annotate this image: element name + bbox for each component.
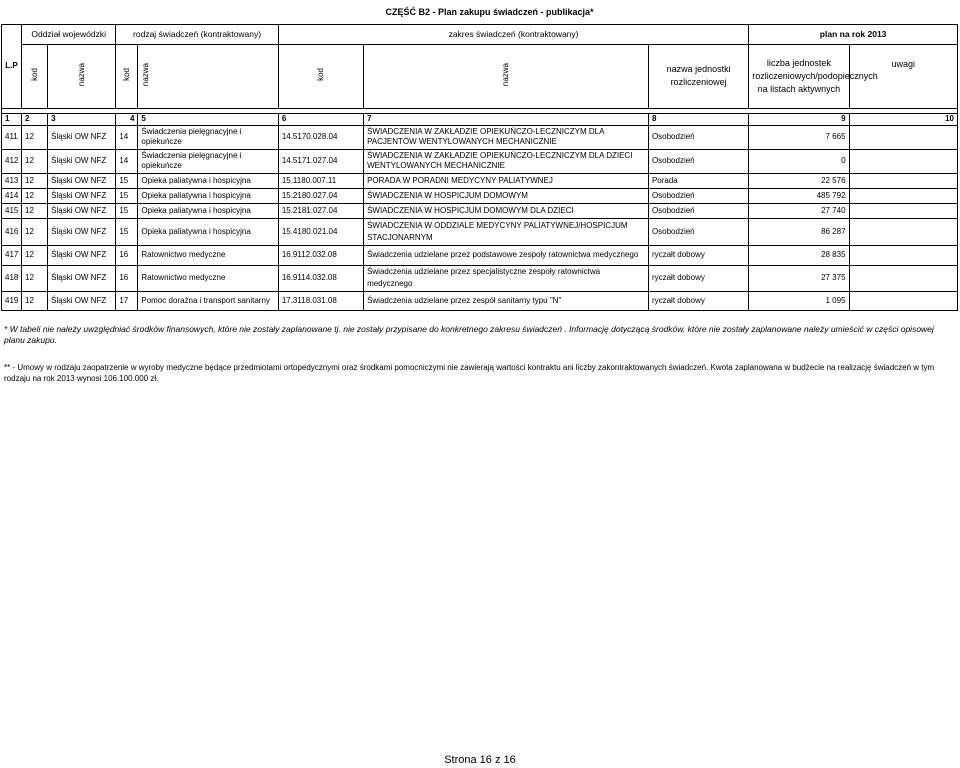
colnum-5: 5 <box>138 113 278 125</box>
colnum-9: 9 <box>749 113 849 125</box>
colnum-2: 2 <box>22 113 48 125</box>
header-kod-rodzaj: kod <box>116 44 138 108</box>
cell-uwagi <box>849 203 957 218</box>
cell-uwagi <box>849 218 957 245</box>
cell-ow-kod: 12 <box>22 188 48 203</box>
cell-jednostka: ryczałt dobowy <box>648 245 748 265</box>
cell-rodzaj-kod: 14 <box>116 149 138 173</box>
cell-uwagi <box>849 265 957 291</box>
cell-ow: Śląski OW NFZ <box>48 245 116 265</box>
cell-jednostka: Osobodzień <box>648 188 748 203</box>
cell-liczba: 27 740 <box>749 203 849 218</box>
page-number: Strona 16 z 16 <box>444 754 516 766</box>
cell-liczba: 485 792 <box>749 188 849 203</box>
cell-zakres-nazwa: ŚWIADCZENIA W ZAKŁADZIE OPIEKUŃCZO-LECZNICZYM DLA PACJENTÓW WENTYLOWANYCH MECHANICZNIE <box>364 125 649 149</box>
cell-ow-kod: 12 <box>22 218 48 245</box>
cell-rodzaj-kod: 15 <box>116 188 138 203</box>
cell-liczba: 86 287 <box>749 218 849 245</box>
colnum-7: 7 <box>364 113 649 125</box>
cell-zakres-kod: 15.4180.021.04 <box>278 218 363 245</box>
cell-ow: Śląski OW NFZ <box>48 188 116 203</box>
cell-ow: Śląski OW NFZ <box>48 125 116 149</box>
cell-ow-kod: 12 <box>22 245 48 265</box>
cell-ow: Śląski OW NFZ <box>48 203 116 218</box>
cell-ow-kod: 12 <box>22 149 48 173</box>
cell-rodzaj-kod: 15 <box>116 173 138 188</box>
cell-zakres-kod: 14.5170.028.04 <box>278 125 363 149</box>
cell-lp: 413 <box>2 173 22 188</box>
cell-uwagi <box>849 188 957 203</box>
cell-rodzaj-nazwa: Opieka paliatywna i hospicyjna <box>138 203 278 218</box>
cell-ow-kod: 12 <box>22 173 48 188</box>
table-row <box>2 245 958 265</box>
footnote-2: ** - Umowy w rodzaju zaopatrzenie w wyroby medyczne będące przedmiotami ortopedycznymi oraz środkami pomocniczymi nie zawierają wartości kontraktu ani liczby zakontraktowanych świadczeń. Kwota zaplanowana w budżecie na realizację świadczeń w tym rodzaju na rok 2013 wynosi 106.100.000 zł. <box>4 363 935 383</box>
table-row <box>2 173 958 188</box>
cell-ow: Śląski OW NFZ <box>48 149 116 173</box>
header-nazwa-jednostki: nazwa jednostki rozliczeniowej <box>648 44 748 108</box>
cell-liczba: 28 835 <box>749 245 849 265</box>
cell-zakres-kod: 15.2180.027.04 <box>278 188 363 203</box>
table-row <box>2 188 958 203</box>
cell-rodzaj-nazwa: Ratownictwo medyczne <box>138 245 278 265</box>
cell-lp: 416 <box>2 218 22 245</box>
colnum-4: 4 <box>116 113 138 125</box>
plan-table <box>1 0 958 311</box>
cell-zakres-nazwa: ŚWIADCZENIA W ODDZIALE MEDYCYNY PALIATYWNEJ/HOSPICJUM STACJONARNYM <box>364 218 649 245</box>
cell-uwagi <box>849 173 957 188</box>
cell-ow-kod: 12 <box>22 265 48 291</box>
cell-rodzaj-nazwa: Pomoc doraźna i transport sanitarny <box>138 291 278 310</box>
cell-jednostka: Osobodzień <box>648 218 748 245</box>
cell-zakres-kod: 15.1180.007.11 <box>278 173 363 188</box>
colnum-10: 10 <box>849 113 957 125</box>
table-title: CZĘŚĆ B2 - Plan zakupu świadczeń - publikacja* <box>22 0 958 24</box>
cell-zakres-nazwa: Świadczenia udzielane przez zespół sanitarny typu "N" <box>364 291 649 310</box>
header-nazwa-zakres: nazwa <box>364 44 649 108</box>
cell-lp: 412 <box>2 149 22 173</box>
table-row <box>2 125 958 149</box>
cell-rodzaj-kod: 14 <box>116 125 138 149</box>
header-nazwa-ow: nazwa <box>48 44 116 108</box>
cell-liczba: 22 576 <box>749 173 849 188</box>
cell-ow-kod: 12 <box>22 125 48 149</box>
header-rodzaj: rodzaj świadczeń (kontraktowany) <box>116 24 278 44</box>
cell-lp: 419 <box>2 291 22 310</box>
cell-jednostka: Osobodzień <box>648 125 748 149</box>
cell-liczba: 1 095 <box>749 291 849 310</box>
cell-zakres-nazwa: Świadczenia udzielane przez podstawowe zespoły ratownictwa medycznego <box>364 245 649 265</box>
cell-lp: 411 <box>2 125 22 149</box>
cell-rodzaj-nazwa: Opieka paliatywna i hospicyjna <box>138 173 278 188</box>
colnum-1: 1 <box>2 113 22 125</box>
header-liczba-jednostek: liczba jednostek rozliczeniowych/podopiecznych na listach aktywnych <box>749 44 849 108</box>
table-row <box>2 218 958 245</box>
cell-zakres-nazwa: ŚWIADCZENIA W ZAKŁADZIE OPIEKUŃCZO-LECZNICZYM DLA DZIECI WENTYLOWANYCH MECHANICZNIE <box>364 149 649 173</box>
header-zakres: zakres świadczeń (kontraktowany) <box>278 24 748 44</box>
header-oddzial: Oddział wojewódzki <box>22 24 116 44</box>
colnum-6: 6 <box>278 113 363 125</box>
cell-uwagi <box>849 245 957 265</box>
cell-rodzaj-kod: 15 <box>116 203 138 218</box>
header-nazwa-rodzaj: nazwa <box>138 44 278 108</box>
cell-lp: 414 <box>2 188 22 203</box>
header-uwagi: uwagi <box>849 44 957 108</box>
cell-lp: 418 <box>2 265 22 291</box>
header-kod-ow: kod <box>22 44 48 108</box>
cell-zakres-kod: 17.3118.031.08 <box>278 291 363 310</box>
cell-jednostka: ryczałt dobowy <box>648 291 748 310</box>
table-row <box>2 265 958 291</box>
cell-liczba: 7 665 <box>749 125 849 149</box>
cell-jednostka: Porada <box>648 173 748 188</box>
cell-zakres-nazwa: ŚWIADCZENIA W HOSPICJUM DOMOWYM DLA DZIECI <box>364 203 649 218</box>
cell-zakres-kod: 15.2181.027.04 <box>278 203 363 218</box>
cell-jednostka: ryczałt dobowy <box>648 265 748 291</box>
colnum-8: 8 <box>648 113 748 125</box>
cell-rodzaj-nazwa: Ratownictwo medyczne <box>138 265 278 291</box>
cell-rodzaj-kod: 16 <box>116 245 138 265</box>
cell-ow-kod: 12 <box>22 291 48 310</box>
table-row <box>2 291 958 310</box>
cell-uwagi <box>849 149 957 173</box>
header-plan: plan na rok 2013 <box>749 24 958 44</box>
colnum-3: 3 <box>48 113 116 125</box>
cell-liczba: 0 <box>749 149 849 173</box>
cell-ow: Śląski OW NFZ <box>48 291 116 310</box>
cell-zakres-nazwa: PORADA W PORADNI MEDYCYNY PALIATYWNEJ <box>364 173 649 188</box>
cell-ow: Śląski OW NFZ <box>48 173 116 188</box>
cell-ow-kod: 12 <box>22 203 48 218</box>
cell-zakres-kod: 16.9112.032.08 <box>278 245 363 265</box>
cell-zakres-kod: 14.5171.027.04 <box>278 149 363 173</box>
blank-cell <box>2 0 22 24</box>
cell-rodzaj-kod: 16 <box>116 265 138 291</box>
cell-zakres-nazwa: Świadczenia udzielane przez specjalistyczne zespoły ratownictwa medycznego <box>364 265 649 291</box>
cell-uwagi <box>849 125 957 149</box>
cell-liczba: 27 375 <box>749 265 849 291</box>
cell-uwagi <box>849 291 957 310</box>
cell-lp: 415 <box>2 203 22 218</box>
cell-rodzaj-nazwa: Opieka paliatywna i hospicyjna <box>138 218 278 245</box>
table-row <box>2 149 958 173</box>
table-row <box>2 203 958 218</box>
cell-ow: Śląski OW NFZ <box>48 265 116 291</box>
header-lp: L.P <box>2 24 22 108</box>
cell-ow: Śląski OW NFZ <box>48 218 116 245</box>
cell-zakres-nazwa: ŚWIADCZENIA W HOSPICJUM DOMOWYM <box>364 188 649 203</box>
cell-rodzaj-kod: 15 <box>116 218 138 245</box>
cell-rodzaj-nazwa: Opieka paliatywna i hospicyjna <box>138 188 278 203</box>
cell-rodzaj-kod: 17 <box>116 291 138 310</box>
cell-jednostka: Osobodzień <box>648 149 748 173</box>
cell-rodzaj-nazwa: Świadczenia pielęgnacyjne i opiekuńcze <box>138 125 278 149</box>
cell-zakres-kod: 16.9114.032.08 <box>278 265 363 291</box>
cell-rodzaj-nazwa: Świadczenia pielęgnacyjne i opiekuńcze <box>138 149 278 173</box>
header-kod-zakres: kod <box>278 44 363 108</box>
footnote-1: * W tabeli nie należy uwzględniać środków finansowych, które nie zostały zaplanowane tj. nie zostały przypisane do konkretnego zakresu świadczeń . Informację dotyczącą środków, które nie zostały zaplanowane należy umieścić w części opisowej planu zakupu. <box>4 324 934 345</box>
cell-lp: 417 <box>2 245 22 265</box>
cell-jednostka: Osobodzień <box>648 203 748 218</box>
